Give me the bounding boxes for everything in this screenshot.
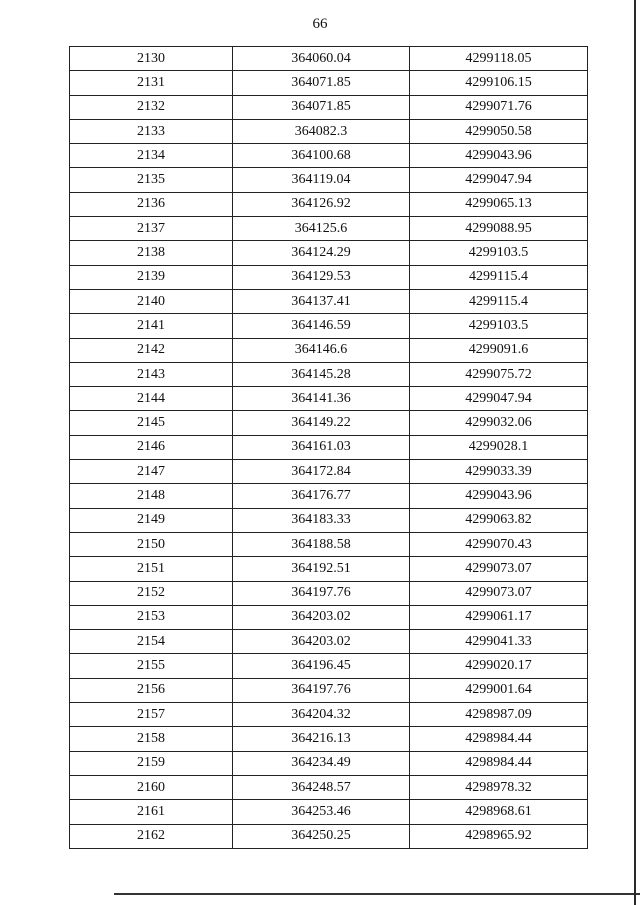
y-coordinate-cell: 4299070.43 [410,532,588,556]
point-number-cell: 2145 [70,411,233,435]
x-coordinate-cell: 364141.36 [233,387,410,411]
table-row [70,411,588,435]
x-coordinate-cell: 364137.41 [233,289,410,313]
x-coordinate-cell: 364145.28 [233,362,410,386]
table-row [70,727,588,751]
x-coordinate-cell: 364124.29 [233,241,410,265]
table-row [70,775,588,799]
x-coordinate-cell: 364204.32 [233,703,410,727]
x-coordinate-cell: 364183.33 [233,508,410,532]
bottom-rule [114,893,640,895]
y-coordinate-cell: 4299032.06 [410,411,588,435]
point-number-cell: 2131 [70,71,233,95]
point-number-cell: 2150 [70,532,233,556]
x-coordinate-cell: 364197.76 [233,678,410,702]
y-coordinate-cell: 4298984.44 [410,727,588,751]
table-row [70,508,588,532]
table-row [70,824,588,848]
table-row [70,217,588,241]
x-coordinate-cell: 364129.53 [233,265,410,289]
x-coordinate-cell: 364203.02 [233,605,410,629]
y-coordinate-cell: 4299106.15 [410,71,588,95]
y-coordinate-cell: 4298987.09 [410,703,588,727]
y-coordinate-cell: 4299020.17 [410,654,588,678]
y-coordinate-cell: 4299033.39 [410,460,588,484]
point-number-cell: 2148 [70,484,233,508]
table-row [70,314,588,338]
point-number-cell: 2155 [70,654,233,678]
table-row [70,265,588,289]
table-row [70,338,588,362]
y-coordinate-cell: 4299091.6 [410,338,588,362]
table-row [70,47,588,71]
x-coordinate-cell: 364203.02 [233,630,410,654]
coordinates-table [69,46,588,849]
x-coordinate-cell: 364146.59 [233,314,410,338]
table-row [70,751,588,775]
table-row [70,95,588,119]
y-coordinate-cell: 4299065.13 [410,192,588,216]
y-coordinate-cell: 4299073.07 [410,557,588,581]
point-number-cell: 2151 [70,557,233,581]
y-coordinate-cell: 4299088.95 [410,217,588,241]
point-number-cell: 2134 [70,144,233,168]
y-coordinate-cell: 4299047.94 [410,387,588,411]
table-row [70,557,588,581]
table-row [70,703,588,727]
table-row [70,460,588,484]
y-coordinate-cell: 4299041.33 [410,630,588,654]
x-coordinate-cell: 364196.45 [233,654,410,678]
point-number-cell: 2136 [70,192,233,216]
y-coordinate-cell: 4299103.5 [410,314,588,338]
coordinates-table-body [70,47,588,849]
table-row [70,630,588,654]
point-number-cell: 2130 [70,47,233,71]
point-number-cell: 2161 [70,800,233,824]
point-number-cell: 2142 [70,338,233,362]
y-coordinate-cell: 4299043.96 [410,484,588,508]
point-number-cell: 2152 [70,581,233,605]
table-row [70,71,588,95]
point-number-cell: 2153 [70,605,233,629]
x-coordinate-cell: 364125.6 [233,217,410,241]
table-row [70,532,588,556]
point-number-cell: 2154 [70,630,233,654]
point-number-cell: 2140 [70,289,233,313]
x-coordinate-cell: 364197.76 [233,581,410,605]
y-coordinate-cell: 4299043.96 [410,144,588,168]
y-coordinate-cell: 4299001.64 [410,678,588,702]
right-page-edge [634,0,636,905]
point-number-cell: 2157 [70,703,233,727]
x-coordinate-cell: 364071.85 [233,95,410,119]
table-row [70,362,588,386]
x-coordinate-cell: 364192.51 [233,557,410,581]
y-coordinate-cell: 4299103.5 [410,241,588,265]
y-coordinate-cell: 4299061.17 [410,605,588,629]
x-coordinate-cell: 364188.58 [233,532,410,556]
y-coordinate-cell: 4299050.58 [410,119,588,143]
point-number-cell: 2135 [70,168,233,192]
x-coordinate-cell: 364126.92 [233,192,410,216]
table-row [70,192,588,216]
point-number-cell: 2137 [70,217,233,241]
x-coordinate-cell: 364146.6 [233,338,410,362]
table-row [70,144,588,168]
table-row [70,119,588,143]
table-row [70,484,588,508]
x-coordinate-cell: 364248.57 [233,775,410,799]
point-number-cell: 2162 [70,824,233,848]
point-number-cell: 2133 [70,119,233,143]
x-coordinate-cell: 364253.46 [233,800,410,824]
point-number-cell: 2146 [70,435,233,459]
x-coordinate-cell: 364149.22 [233,411,410,435]
y-coordinate-cell: 4299063.82 [410,508,588,532]
x-coordinate-cell: 364100.68 [233,144,410,168]
x-coordinate-cell: 364082.3 [233,119,410,143]
table-row [70,435,588,459]
table-row [70,800,588,824]
y-coordinate-cell: 4299115.4 [410,289,588,313]
y-coordinate-cell: 4298968.61 [410,800,588,824]
point-number-cell: 2143 [70,362,233,386]
point-number-cell: 2149 [70,508,233,532]
table-row [70,654,588,678]
table-row [70,678,588,702]
table-row [70,605,588,629]
x-coordinate-cell: 364119.04 [233,168,410,192]
point-number-cell: 2139 [70,265,233,289]
y-coordinate-cell: 4298978.32 [410,775,588,799]
point-number-cell: 2141 [70,314,233,338]
point-number-cell: 2132 [70,95,233,119]
x-coordinate-cell: 364060.04 [233,47,410,71]
y-coordinate-cell: 4299071.76 [410,95,588,119]
x-coordinate-cell: 364250.25 [233,824,410,848]
point-number-cell: 2138 [70,241,233,265]
point-number-cell: 2159 [70,751,233,775]
y-coordinate-cell: 4299073.07 [410,581,588,605]
y-coordinate-cell: 4299047.94 [410,168,588,192]
table-row [70,581,588,605]
table-row [70,387,588,411]
point-number-cell: 2156 [70,678,233,702]
point-number-cell: 2158 [70,727,233,751]
y-coordinate-cell: 4298984.44 [410,751,588,775]
x-coordinate-cell: 364176.77 [233,484,410,508]
point-number-cell: 2147 [70,460,233,484]
y-coordinate-cell: 4299075.72 [410,362,588,386]
table-row [70,289,588,313]
x-coordinate-cell: 364172.84 [233,460,410,484]
x-coordinate-cell: 364071.85 [233,71,410,95]
x-coordinate-cell: 364216.13 [233,727,410,751]
point-number-cell: 2160 [70,775,233,799]
table-row [70,168,588,192]
table-row [70,241,588,265]
y-coordinate-cell: 4299115.4 [410,265,588,289]
page-number: 66 [312,16,328,32]
x-coordinate-cell: 364234.49 [233,751,410,775]
y-coordinate-cell: 4298965.92 [410,824,588,848]
y-coordinate-cell: 4299028.1 [410,435,588,459]
x-coordinate-cell: 364161.03 [233,435,410,459]
point-number-cell: 2144 [70,387,233,411]
y-coordinate-cell: 4299118.05 [410,47,588,71]
